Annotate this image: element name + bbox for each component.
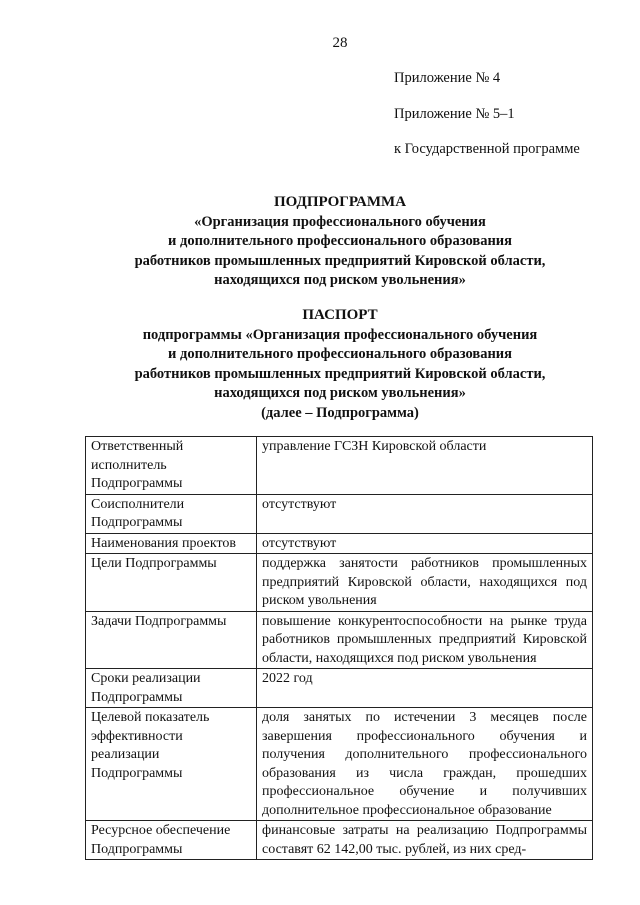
row-value-indicator: доля занятых по истечении 3 месяцев после завершения профессионального обучения и получения дополнительного профессионального образования из числа граждан, прошедших профессиональное обучение и получивших дополнительное профессиональное образование bbox=[257, 708, 593, 821]
row-value-tasks: повышение конкурентоспособности на рынке труда работников промышленных предприятий Кировской области, находящихся под риском увольнения bbox=[257, 611, 593, 669]
appendix-line-3: к Государственной программе bbox=[394, 141, 580, 157]
subprogram-title bbox=[80, 193, 600, 291]
subprogram-title-line: работников промышленных предприятий Кировской области, bbox=[134, 252, 546, 269]
passport-title bbox=[80, 306, 600, 423]
row-value-terms: 2022 год bbox=[257, 669, 593, 708]
row-label-resources: Ресурсное обеспечение Подпрограммы bbox=[86, 821, 257, 860]
table-row bbox=[86, 437, 593, 495]
row-label-tasks: Задачи Подпрограммы bbox=[86, 611, 257, 669]
row-label-projects: Наименования проектов bbox=[86, 533, 257, 554]
page-number: 28 bbox=[332, 35, 348, 51]
passport-title-line: подпрограммы «Организация профессионального обучения bbox=[142, 326, 538, 343]
passport-title-line: находящихся под риском увольнения» bbox=[214, 385, 466, 401]
subprogram-heading: ПОДПРОГРАММА bbox=[273, 194, 407, 210]
row-value-goals: поддержка занятости работников промышленных предприятий Кировской области, находящихся под риском увольнения bbox=[257, 554, 593, 612]
table-row bbox=[86, 494, 593, 533]
table-row bbox=[86, 554, 593, 612]
subprogram-title-line: находящихся под риском увольнения» bbox=[214, 272, 466, 288]
row-label-coexecutors: Соисполнители Подпрограммы bbox=[86, 494, 257, 533]
subprogram-title-line: «Организация профессионального обучения bbox=[194, 213, 486, 230]
table-row bbox=[86, 821, 593, 860]
row-label-terms: Сроки реализации Подпрограммы bbox=[86, 669, 257, 708]
row-label-responsible: Ответственный исполнитель Подпрограммы bbox=[86, 437, 257, 495]
subprogram-title-line: и дополнительного профессионального образования bbox=[168, 233, 512, 249]
appendix-line-1: Приложение № 4 bbox=[394, 70, 501, 86]
row-value-coexecutors: отсутствуют bbox=[257, 494, 593, 533]
passport-title-line: и дополнительного профессионального образования bbox=[168, 346, 512, 362]
table-row bbox=[86, 708, 593, 821]
passport-table bbox=[85, 436, 593, 860]
table-row bbox=[86, 611, 593, 669]
table-row bbox=[86, 669, 593, 708]
passport-heading: ПАСПОРТ bbox=[302, 307, 378, 323]
row-label-indicator: Целевой показатель эффективности реализации Подпрограммы bbox=[86, 708, 257, 821]
row-value-resources: финансовые затраты на реализацию Подпрограммы составят 62 142,00 тыс. рублей, из них сред- bbox=[257, 821, 593, 860]
table-row bbox=[86, 533, 593, 554]
passport-title-line: работников промышленных предприятий Кировской области, bbox=[134, 365, 546, 382]
appendix-line-2: Приложение № 5–1 bbox=[394, 106, 515, 122]
row-value-projects: отсутствуют bbox=[257, 533, 593, 554]
row-value-responsible: управление ГСЗН Кировской области bbox=[257, 437, 593, 495]
passport-title-line: (далее – Подпрограмма) bbox=[261, 404, 419, 421]
row-label-goals: Цели Подпрограммы bbox=[86, 554, 257, 612]
